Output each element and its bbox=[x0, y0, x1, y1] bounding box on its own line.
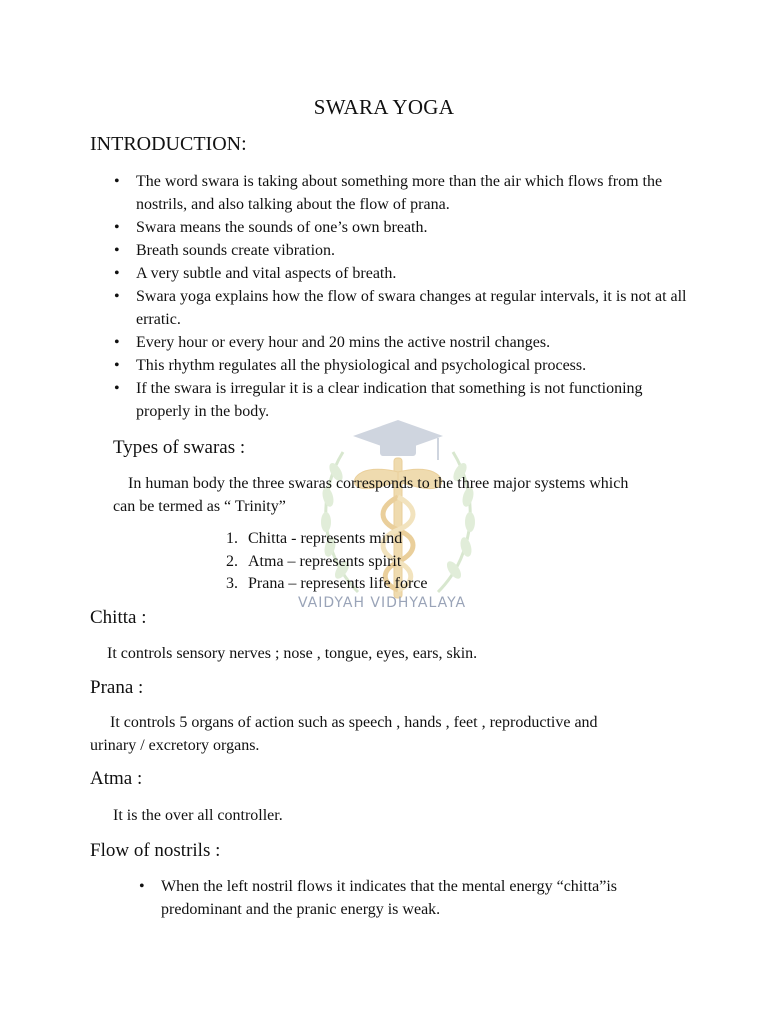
bullet-text: If the swara is irregular it is a clear indication that something is not functioning properly in the body. bbox=[136, 380, 643, 420]
list-item bbox=[112, 262, 692, 285]
intro-bullet-list bbox=[112, 170, 692, 423]
watermark-text: VAIDYAH VIDHYALAYA bbox=[298, 595, 467, 611]
list-item bbox=[112, 239, 692, 262]
bullet-icon: • bbox=[114, 357, 120, 374]
bullet-icon: • bbox=[139, 878, 145, 895]
intro-heading: INTRODUCTION: bbox=[90, 133, 247, 155]
list-number: 1. bbox=[226, 530, 238, 547]
page-title: SWARA YOGA bbox=[313, 95, 455, 119]
list-text: Atma – represents spirit bbox=[248, 552, 402, 570]
list-item bbox=[112, 285, 692, 331]
list-item bbox=[112, 216, 692, 239]
atma-heading: Atma : bbox=[90, 768, 143, 789]
flow-heading: Flow of nostrils : bbox=[90, 840, 221, 861]
types-paragraph: In human body the three swaras corresponds to the three major systems which can be termed as “ Trinity” bbox=[113, 475, 629, 515]
bullet-icon: • bbox=[114, 288, 120, 305]
list-item bbox=[112, 377, 692, 423]
list-number: 3. bbox=[226, 575, 238, 592]
list-text: Prana – represents life force bbox=[248, 575, 428, 592]
list-item bbox=[112, 354, 692, 377]
bullet-icon: • bbox=[114, 242, 120, 259]
flow-bullet-list bbox=[137, 875, 657, 921]
atma-text: It is the over all controller. bbox=[113, 807, 283, 824]
bullet-text: A very subtle and vital aspects of breath. bbox=[136, 265, 397, 282]
bullet-text: Every hour or every hour and 20 mins the active nostril changes. bbox=[136, 334, 551, 351]
bullet-icon: • bbox=[114, 380, 120, 397]
chitta-text: It controls sensory nerves ; nose , tongue, eyes, ears, skin. bbox=[107, 645, 478, 662]
bullet-text: This rhythm regulates all the physiological and psychological process. bbox=[136, 357, 587, 374]
trinity-list bbox=[226, 528, 427, 596]
list-item bbox=[226, 573, 427, 596]
bullet-icon: • bbox=[114, 265, 120, 282]
bullet-icon: • bbox=[114, 334, 120, 351]
list-item bbox=[137, 875, 657, 921]
prana-text-line-1: It controls 5 organs of action such as speech , hands , feet , reproductive and bbox=[110, 714, 598, 731]
bullet-icon: • bbox=[114, 219, 120, 236]
bullet-text: Breath sounds create vibration. bbox=[136, 242, 336, 259]
list-text: Chitta - represents mind bbox=[248, 530, 403, 547]
list-item bbox=[226, 551, 427, 574]
list-item bbox=[226, 528, 427, 551]
prana-text-line-2: urinary / excretory organs. bbox=[90, 737, 260, 754]
bullet-text: When the left nostril flows it indicates that the mental energy “chitta”is predominant and the pranic energy is weak. bbox=[161, 878, 618, 918]
list-item bbox=[112, 331, 692, 354]
chitta-heading: Chitta : bbox=[90, 607, 147, 628]
list-number: 2. bbox=[226, 552, 238, 570]
types-heading: Types of swaras : bbox=[113, 437, 246, 458]
bullet-text: The word swara is taking about something more than the air which flows from the nostrils, and also talking about the flow of prana. bbox=[136, 173, 663, 213]
prana-heading: Prana : bbox=[90, 677, 144, 698]
list-item bbox=[112, 170, 692, 216]
bullet-text: Swara means the sounds of one’s own breath. bbox=[136, 219, 428, 236]
bullet-icon: • bbox=[114, 173, 120, 190]
bullet-text: Swara yoga explains how the flow of swara changes at regular intervals, it is not at all erratic. bbox=[136, 288, 687, 328]
